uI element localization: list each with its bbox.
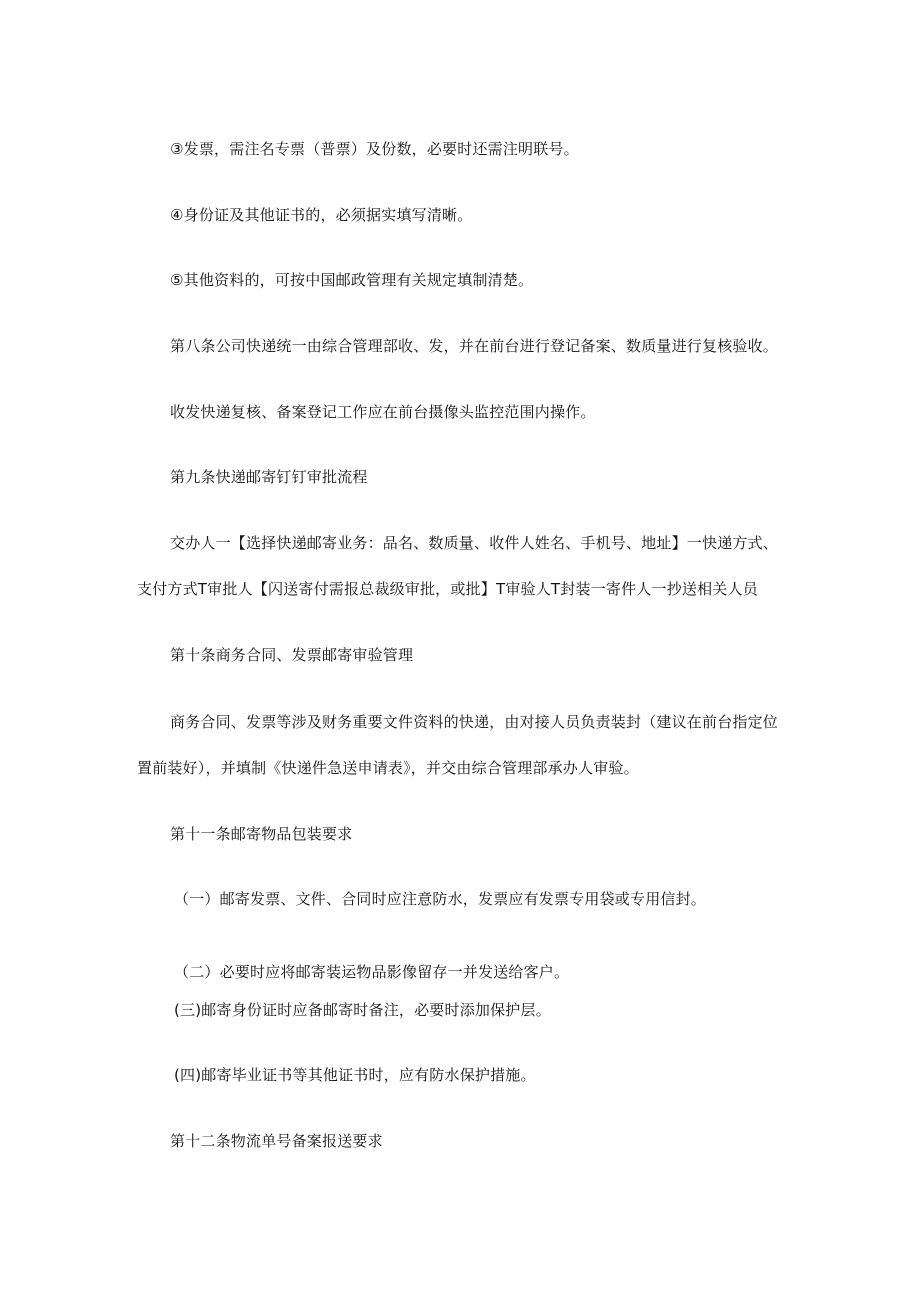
article-10-heading: 第十条商务合同、发票邮寄审验管理 — [170, 646, 414, 664]
item-id-card-note: ④身份证及其他证书的，必须据实填写清晰。 — [170, 206, 473, 224]
item-other-materials-note: ⑤其他资料的，可按中国邮政管理有关规定填制清楚。 — [170, 271, 534, 289]
article-10-paragraph-line-1: 商务合同、发票等涉及财务重要文件资料的快递，由对接人员负责装封（建议在前台指定位 — [170, 713, 779, 731]
article-9-heading: 第九条快递邮寄钉钉审批流程 — [170, 468, 368, 486]
packaging-item-4: (四)邮寄毕业证书等其他证书时，应有防水保护措施。 — [174, 1066, 536, 1084]
item-invoice-note: ③发票，需注名专票（普票）及份数，必要时还需注明联号。 — [170, 140, 579, 158]
article-12-heading: 第十二条物流单号备案报送要求 — [170, 1132, 383, 1150]
approval-flow-line-1: 交办人一【选择快递邮寄业务：品名、数质量、收件人姓名、手机号、地址】一快递方式、 — [170, 534, 779, 552]
article-8-paragraph: 第八条公司快递统一由综合管理部收、发，并在前台进行登记备案、数质量进行复核验收。 — [170, 337, 779, 355]
approval-flow-line-2: 支付方式T审批人【闪送寄付需报总裁级审批，或批】T审验人T封装一寄件人一抄送相关人员 — [137, 580, 758, 598]
article-10-paragraph-line-2: 置前装好），并填制《快递件急送申请表》，并交由综合管理部承办人审验。 — [137, 759, 639, 777]
packaging-item-1: （一）邮寄发票、文件、合同时应注意防水，发票应有发票专用袋或专用信封。 — [174, 890, 707, 908]
article-11-heading: 第十一条邮寄物品包装要求 — [170, 825, 353, 843]
article-8-monitoring-paragraph: 收发快递复核、备案登记工作应在前台摄像头监控范围内操作。 — [170, 403, 596, 421]
packaging-item-3: (三)邮寄身份证时应备邮寄时备注，必要时添加保护层。 — [174, 1001, 551, 1019]
packaging-item-2: （二）必要时应将邮寄装运物品影像留存一并发送给客户。 — [174, 963, 570, 981]
